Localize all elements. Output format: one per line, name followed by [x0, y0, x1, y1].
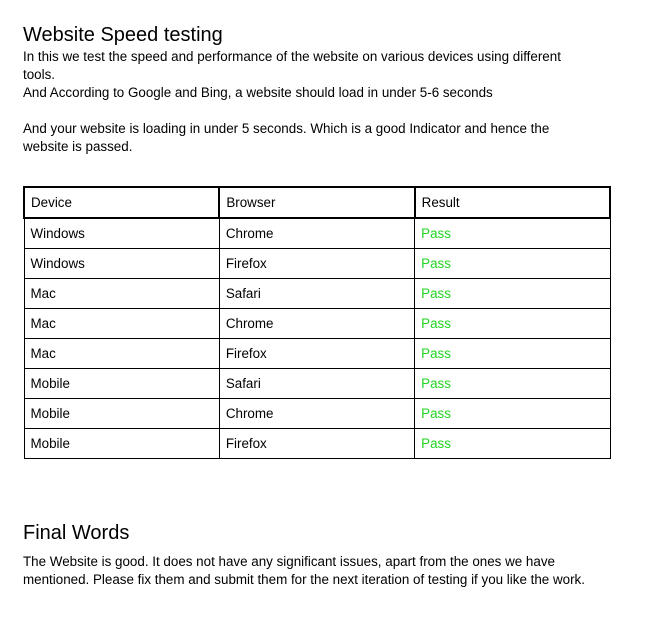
device-cell: Mac [24, 339, 219, 369]
intro-line-1: In this we test the speed and performance of the website on various devices using different tools. [23, 49, 561, 82]
device-cell: Mobile [24, 429, 219, 459]
device-cell: Mac [24, 279, 219, 309]
browser-cell: Chrome [219, 399, 414, 429]
device-cell: Mobile [24, 399, 219, 429]
result-cell: Pass [415, 218, 610, 249]
browser-cell: Chrome [219, 218, 414, 249]
browser-cell: Firefox [219, 429, 414, 459]
final-words-paragraph: The Website is good. It does not have any significant issues, apart from the ones we have mentioned. Please fix them and submit them for the next iteration of testing if you like the work. [23, 554, 585, 587]
browser-cell: Chrome [219, 309, 414, 339]
document-page [23, 22, 623, 587]
table-row [24, 339, 610, 369]
results-table [23, 186, 611, 459]
device-cell: Windows [24, 249, 219, 279]
result-cell: Pass [415, 429, 610, 459]
result-cell: Pass [415, 399, 610, 429]
table-row [24, 369, 610, 399]
result-cell: Pass [415, 339, 610, 369]
table-row [24, 249, 610, 279]
browser-cell: Firefox [219, 339, 414, 369]
status-paragraph: And your website is loading in under 5 seconds. Which is a good Indicator and hence the website is passed. [23, 121, 550, 154]
header-result: Result [415, 187, 610, 218]
header-device: Device [24, 187, 219, 218]
page-title: Website Speed testing [23, 24, 223, 46]
table-row [24, 399, 610, 429]
intro-paragraph [23, 48, 593, 102]
table-header-row [24, 187, 610, 218]
table-row [24, 309, 610, 339]
intro-line-2: And According to Google and Bing, a website should load in under 5-6 seconds [23, 85, 493, 100]
table-row [24, 279, 610, 309]
device-cell: Mobile [24, 369, 219, 399]
result-cell: Pass [415, 249, 610, 279]
browser-cell: Safari [219, 369, 414, 399]
result-cell: Pass [415, 369, 610, 399]
result-cell: Pass [415, 279, 610, 309]
final-words-heading: Final Words [23, 522, 130, 544]
table-row [24, 429, 610, 459]
header-browser: Browser [219, 187, 414, 218]
device-cell: Mac [24, 309, 219, 339]
browser-cell: Safari [219, 279, 414, 309]
result-cell: Pass [415, 309, 610, 339]
table-row [24, 218, 610, 249]
browser-cell: Firefox [219, 249, 414, 279]
device-cell: Windows [24, 218, 219, 249]
